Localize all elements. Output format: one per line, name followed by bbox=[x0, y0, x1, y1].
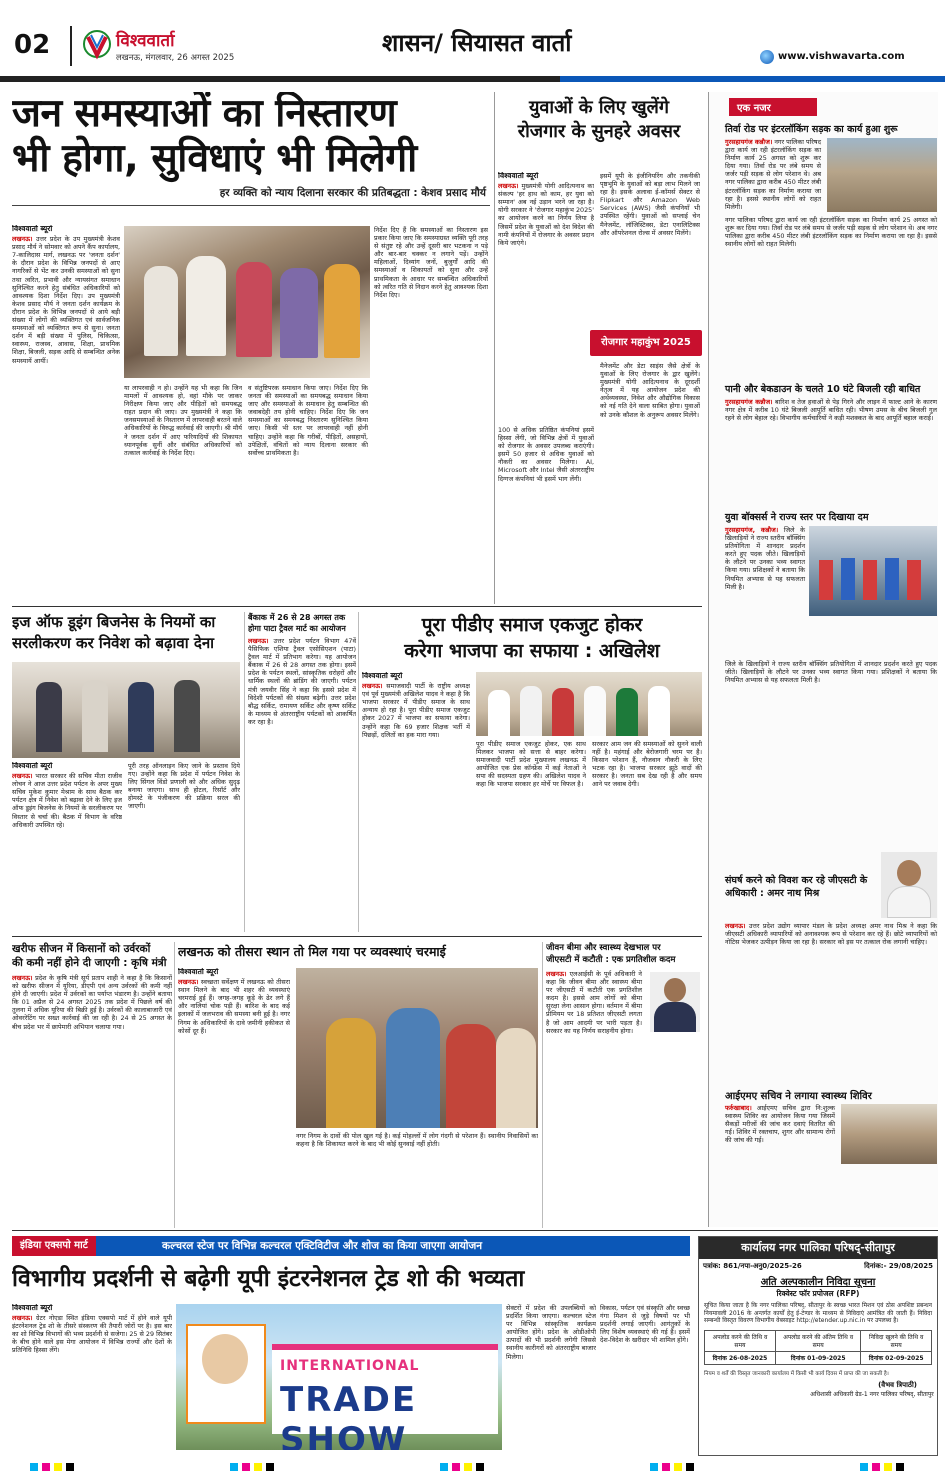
tender-signatory: (वैभव त्रिपाठी) bbox=[878, 1380, 917, 1389]
lead-photo bbox=[124, 226, 370, 378]
akhilesh-story-head bbox=[362, 612, 702, 668]
youth-story-head bbox=[498, 96, 700, 168]
insurance-headline-1: जीवन बीमा और स्वास्थ्य देखभाल पर bbox=[546, 943, 661, 953]
tender-office-title: कार्यालय नगर पालिका परिषद्-सीतापुर bbox=[699, 1237, 937, 1259]
ease-col1 bbox=[12, 762, 122, 932]
tender-td-2: दिनांक 02-09-2025 bbox=[861, 1351, 932, 1364]
tender-th-2: निविदा खुलने की तिथि व समय bbox=[861, 1330, 932, 1351]
billboard-line1: INTERNATIONAL bbox=[280, 1358, 420, 1374]
expo-text: ग्रेटर नोएडा स्थित इंडिया एक्सपो मार्ट में होने वाले यूपी इंटरनेशनल ट्रेड शो के तीसरे संस्करण की तैयारी जोरों पर है। इस बार का शो विभिन्न विभागों की भव्य प्रदर्शनी से सजेगा। 25 से 29 सितंबर के बीच होने वाले इस मेगा आयोजन में विभिन्न राज्यों और देशों के प्रतिनिधि हिस्सा लेंगे। bbox=[12, 1314, 172, 1355]
tourism-headline-1: बैंकाक में 26 से 28 अगस्त तक bbox=[248, 613, 346, 622]
youth-col4-text: मैनेजमेंट और डेटा साइंस जैसे क्षेत्रों के युवाओं के लिए रोजगार के द्वार खुलेंगे। मुख्यमंत्री योगी आदित्यनाथ के दूरदर्शी नेतृत्व में यह आयोजन प्रदेश की अर्थव्यवस्था, निवेश और औद्योगिक विकास को नई गति देने वाला साबित होगा। युवाओं को उनके कौशल के अनुरूप अवसर मिलेंगे। bbox=[600, 362, 700, 419]
youth-badge bbox=[590, 330, 702, 356]
sidebar-item1-text: गुरसहायगंज कन्नौज। नगर पालिका परिषद द्वारा कार्य जा रही इंटरलॉकिंग सड़क का निर्माण कार्य 25 अगस्त को शुरू कर दिया गया। तिर्वा रोड पर लंबे समय से जर्जर पड़ी सड़क से लोग परेशान थे। अब नगर पालिका द्वारा करीब 450 मीटर लंबी इंटरलॉकिंग सड़क का निर्माण कराया जा रहा है। इससे स्थानीय लोगों को राहत मिलेगी। bbox=[725, 138, 821, 211]
akhilesh-photo bbox=[476, 672, 702, 736]
insurance-headline-2: जीएसटी में कटौती : एक प्रगतिशील कदम bbox=[546, 955, 676, 965]
globe-icon bbox=[760, 50, 774, 64]
lead-col3-text: व संतुष्टिपरक समाधान किया जाए। निर्देश दिए कि जनता की समस्याओं का समयबद्ध समाधान किया जाए और समस्याओं के समाधान हेतु सम्बन्धित की जवाबदेही तय होनी चाहिए। निर्देश दिए कि जन समस्याओं का समयबद्ध निस्तारण सुनिश्चित किया जाए। किसी भी स्तर पर लापरवाही नहीं होनी चाहिए। उन्होंने कहा कि गरीबों, पीड़ितों, असहायों, उपेक्षितों, वंचितों को न्याय दिलाना सरकार की सर्वोच्च प्राथमिकता है। bbox=[248, 384, 368, 457]
expo-headline-box bbox=[12, 1260, 690, 1300]
sidebar-photo-camp bbox=[841, 1104, 937, 1164]
expo-kicker: कल्चरल स्टेज पर विभिन्न कल्चरल एक्टिविटीज और शोज का किया जाएगा आयोजन bbox=[162, 1240, 483, 1252]
akhilesh-col2-text: पूरा पीडीए समाज एकजुट होकर, एक साथ मिलकर भाजपा को सत्ता से बाहर करेगा। समाजवादी पार्टी प्रदेश मुख्यालय लखनऊ में आयोजित एक प्रेस कॉन्फ्रेंस में कई नेताओं ने सपा की सदस्यता ग्रहण की। अखिलेश यादव ने कहा कि भाजपा सरकार हर मोर्चे पर विफल है। bbox=[476, 740, 586, 789]
akhilesh-dateline: लखनऊ। bbox=[362, 682, 383, 691]
youth-col3 bbox=[498, 426, 594, 602]
lead-dateline: लखनऊ। bbox=[12, 235, 33, 244]
sidebar-photo-boxing bbox=[809, 526, 937, 616]
akhilesh-col3-text: सरकार आम जन की समस्याओं को सुनने वाली नहीं है। महंगाई और बेरोजगारी चरम पर है। किसान परेशान हैं, नौजवान नौकरी के लिए भटक रहा है। भाजपा सरकार झूठे वादों की सरकार है। जनता सब देख रही है और समय आने पर जवाब देगी। bbox=[592, 740, 702, 789]
sidebar-item3-title: युवा बॉक्सर्स ने राज्य स्तर पर दिखाया दम bbox=[725, 512, 869, 523]
youth-col4 bbox=[600, 362, 700, 602]
expo-photo bbox=[176, 1304, 502, 1450]
rule-mid-bottom bbox=[12, 936, 702, 937]
insurance-story bbox=[546, 942, 702, 1230]
tender-footnote: नियम व शर्तें की विस्तृत जानकारी कार्यालय में किसी भी कार्य दिवस में प्राप्त की जा सकती है। bbox=[704, 1370, 889, 1377]
ease-dateline: लखनऊ। bbox=[12, 772, 33, 781]
akhilesh-headline-2: करेगा भाजपा का सफाया : अखिलेश bbox=[404, 640, 660, 662]
akhilesh-col2 bbox=[476, 740, 586, 932]
sidebar-item2-text: गुरसहायगंज कन्नौज। बारिश व तेज हवाओं से पेड़ गिरने और लाइन में फाल्ट आने के कारण नगर क्षेत्र में करीब 10 घंटे बिजली आपूर्ति बाधित रही। भीषण उमस के बीच बिजली गुल रहने से लोग बेहाल रहे। विभागीय कर्मचारियों ने कड़ी मशक्कत के बाद आपूर्ति बहाल कराई। bbox=[725, 398, 937, 423]
tender-td-0: दिनांक 26-08-2025 bbox=[705, 1351, 776, 1364]
expo-text3: विकास, पर्यटन एवं संस्कृति और स्वच्छ गंगा मिशन से जुड़े विषयों पर भी प्रदर्शनी लगाई जाएगी। आगंतुकों के लिए विशेष व्यवस्थाएं की गई हैं। इसमें देश-विदेश के खरीदार भी शामिल होंगे। bbox=[600, 1304, 690, 1345]
fertilizer-headline-2: की कमी नहीं होने दी जाएगी : कृषि मंत्री bbox=[12, 957, 167, 969]
lead-headline-1: जन समस्याओं का निस्तारण bbox=[12, 92, 397, 136]
lead-col4 bbox=[374, 226, 488, 598]
tender-table bbox=[704, 1330, 932, 1365]
sidebar-photo-road bbox=[827, 138, 937, 212]
lucknow-col-bottom bbox=[296, 1132, 538, 1228]
lucknow-headline: लखनऊ को तीसरा स्थान तो मिल गया पर व्यवस्थाएं चरमाई bbox=[178, 944, 446, 959]
tender-th-1: अपलोड करने की अंतिम तिथि व समय bbox=[775, 1330, 860, 1351]
website-link[interactable]: www.vishwavarta.com bbox=[778, 51, 905, 62]
tourism-headline-2: होगा पाटा ट्रैवल मार्ट का आयोजन bbox=[248, 624, 346, 633]
section-title: शासन/ सियासत वार्ता bbox=[382, 29, 572, 57]
ease-story-head bbox=[12, 612, 242, 658]
sidebar-item1-title: तिर्वा रोड पर इंटरलॉकिंग सड़क का कार्य हुआ शुरू bbox=[725, 124, 898, 135]
ease-col2 bbox=[128, 762, 240, 932]
lead-subhead: हर व्यक्ति को न्याय दिलाना सरकार की प्रतिबद्धता : केशव प्रसाद मौर्य bbox=[219, 187, 486, 199]
page-number: 02 bbox=[14, 30, 51, 60]
youth-byline: विश्ववार्ता ब्यूरो bbox=[498, 172, 539, 180]
fertilizer-headline-1: खरीफ सीजन में किसानों को उर्वरकों bbox=[12, 943, 151, 955]
ease-col1-text: भारत सरकार की सचिव मीता राजीव लोचन ने आज उत्तर प्रदेश पर्यटन के अपर मुख्य सचिव मुकेश कुमार मेश्राम के साथ बैठक कर पर्यटन क्षेत्र में निवेश को बढ़ावा देने के लिए इज ऑफ डूइंग बिजनेस के नियमों के सरलीकरण पर विस्तार से चर्चा की। बैठक में विभाग के वरिष्ठ अधिकारी उपस्थित रहे। bbox=[12, 772, 122, 829]
youth-col1-text: मुख्यमंत्री योगी आदित्यनाथ का संकल्प 'हर हाथ को काम, हर युवा को सम्मान' अब नई उड़ान भरने जा रहा है। योगी सरकार ने 'रोजगार महाकुंभ 2025' का आयोजन करने का निर्णय लिया है जिसमें प्रदेश के युवाओं को देश विदेश की नामी कंपनियों में रोजगार के अवसर प्रदान किये जाएंगे। bbox=[498, 182, 594, 247]
lucknow-col1 bbox=[178, 968, 290, 1128]
akhilesh-col3 bbox=[592, 740, 702, 932]
youth-headline-1: युवाओं के लिए खुलेंगे bbox=[528, 97, 669, 118]
sidebar-item4-text: लखनऊ। उत्तर प्रदेश उद्योग व्यापार मंडल के प्रदेश अध्यक्ष अमर नाथ मिश्र ने कहा कि जीएसटी अधिकारी व्यापारियों को अनावश्यक रूप से परेशान कर रहे हैं। छोटे व्यापारियों को नोटिस भेजकर उत्पीड़न किया जा रहा है। सरकार को इस पर तत्काल रोक लगानी चाहिए। bbox=[725, 922, 937, 947]
ease-photo bbox=[12, 662, 240, 758]
tourism-dateline: लखनऊ। bbox=[248, 637, 269, 645]
ease-col2-text: पूरी तरह ऑनलाइन किए जाने के प्रस्ताव दिये गए। उन्होंने कहा कि प्रदेश में पर्यटन निवेश के लिए सिंगल विंडो प्रणाली को और अधिक सुदृढ़ बनाया जाएगा। साथ ही होटल, रिसॉर्ट और होमस्टे के पंजीकरण की प्रक्रिया सरल की जाएगी। bbox=[128, 762, 240, 811]
insurance-text: एलआईसी के पूर्व अधिकारी ने कहा कि जीवन बीमा और स्वास्थ्य बीमा पर जीएसटी में कटौती एक प्रगतिशील कदम है। इससे आम लोगों को बीमा सुरक्षा लेना आसान होगा। वर्तमान में बीमा प्रीमियम पर 18 प्रतिशत जीएसटी लगता है जो आम आदमी पर भारी पड़ता है। सरकार का यह निर्णय सराहनीय होगा। bbox=[546, 970, 642, 1035]
tender-notice-title: अति अल्पकालीन निविदा सूचना bbox=[760, 1277, 876, 1288]
insurance-dateline: लखनऊ। bbox=[546, 970, 567, 978]
expo-text2: सेक्टरों में प्रदेश की उपलब्धियों को प्रदर्शित किया जाएगा। कल्चरल स्टेज पर विभिन्न सांस्कृतिक कार्यक्रम आयोजित होंगे। प्रदेश के ओडीओपी उत्पादों की भी प्रदर्शनी लगेगी जिससे स्थानीय कारीगरों को अंतरराष्ट्रीय बाजार मिलेगा। bbox=[506, 1304, 596, 1361]
expo-dateline: लखनऊ। bbox=[12, 1314, 33, 1323]
lead-col4-text: निर्देश दिए हैं कि समस्याओं का निस्तारण इस प्रकार किया जाए कि समस्याग्रस्त व्यक्ति पूरी तरह से संतुष्ट रहे और उन्हें दूसरी बार भटकना न पड़े और बार-बार चक्कर न लगाने पड़ें। उन्होंने महिलाओं, दिव्यांग जनों, बुजुर्गों आदि की समस्याओं व शिकायतों को सुना और उन्हें प्राथमिकता के आधार पर सम्बन्धित अधिकारियों को त्वरित गति से निदान करने हेतु आवश्यक दिशा निर्देश दिए। bbox=[374, 226, 488, 299]
tender-notice bbox=[698, 1236, 938, 1456]
lucknow-text: स्वच्छता सर्वेक्षण में लखनऊ को तीसरा स्थान मिलने के बाद भी शहर की व्यवस्थाएं चरमराई हुई हैं। जगह-जगह कूड़े के ढेर लगे हैं और नालियां चोक पड़ी हैं। बारिश के बाद कई इलाकों में जलभराव की समस्या बनी हुई है। नगर निगम के अधिकारियों के दावे जमीनी हकीकत से कोसों दूर हैं। bbox=[178, 978, 290, 1035]
rule-lead-right bbox=[494, 92, 495, 604]
rule-lucknow-right bbox=[542, 942, 543, 1228]
youth-col2-text: इसमें यूपी के इंजीनियरिंग और तकनीकी पृष्ठभूमि के युवाओं को बड़ा लाभ मिलने जा रहा है। इसके अलावा ई-कॉमर्स सेक्टर से Flipkart और Amazon Web Services (AWS) जैसी कंपनियाँ भी उपस्थित रहेंगी। युवाओं को सप्लाई चेन मैनेजमेंट, लॉजिस्टिक्स, डेटा एनालिटिक्स और ऑपरेशनल रोल्स में अवसर मिलेंगे। bbox=[600, 172, 700, 237]
ease-headline-1: इज ऑफ डूइंग बिजनेस के नियमों का bbox=[12, 613, 216, 631]
dateline: लखनऊ, मंगलवार, 26 अगस्त 2025 bbox=[116, 53, 235, 63]
expo-band bbox=[12, 1236, 690, 1256]
lead-col2 bbox=[124, 384, 242, 599]
sidebar-item4-title: संघर्ष करने को विवश कर रहे जीएसटी के अधिकारी : अमर नाथ मिश्र bbox=[725, 875, 868, 899]
lead-col2-text: या लापरवाही न हो। उन्होंने यह भी कहा कि जिन मामलों में आवश्यक हो, वहां मौके पर जाकर निरीक्षण किया जाए और पीड़ितों को समयबद्ध राहत प्रदान की जाए। उप मुख्यमंत्री ने कहा कि जनसमस्याओं के निस्तारण में लापरवाही बरतने वाले अधिकारियों के विरुद्ध कार्रवाई की जाएगी। श्री मौर्य ने जनता दर्शन में आए फरियादियों की शिकायत ध्यानपूर्वक सुनीं और संबंधित अधिकारियों को तत्काल कार्रवाई के निर्देश दिए। bbox=[124, 384, 242, 457]
registration-strip bbox=[0, 1460, 945, 1474]
masthead bbox=[0, 0, 945, 88]
lead-col1-text: उत्तर प्रदेश के उप मुख्यमंत्री केशव प्रसाद मौर्य ने सोमवार को अपने कैंप कार्यालय, 7-कालिदास मार्ग, लखनऊ पर 'जनता दर्शन' के दौरान प्रदेश के विभिन्न जनपदों से आए नागरिकों से भेंट कर उनकी समस्याओं को सुना तथा त्वरित, प्रभावी और न्यायसंगत समाधान सुनिश्चित करने हेतु संबंधित अधिकारियों को आवश्यक दिशा निर्देश दिए। उप मुख्यमंत्री केशव प्रसाद मौर्य ने जनता दर्शन कार्यक्रम के दौरान प्रदेश के विभिन्न जनपदों से आये बड़ी संख्या में लोगों की व्यक्तिगत एवं सार्वजनिक समस्याओं को व्यक्तिगत रूप से सुना। जनता दर्शन में बड़ी संख्या में पुलिस, चिकित्सा, स्वास्थ्य, राजस्व, आवास, शिक्षा, प्राथमिक शिक्षा, बिजली, सड़क आदि से सम्बन्धित अनेक समस्यायें आयीं। bbox=[12, 235, 120, 365]
akhilesh-byline: विश्ववार्ता ब्यूरो bbox=[362, 672, 403, 680]
tender-td-1: दिनांक 01-09-2025 bbox=[775, 1351, 860, 1364]
rule-fert-right bbox=[174, 942, 175, 1228]
expo-col1 bbox=[12, 1304, 172, 1452]
youth-dateline: लखनऊ। bbox=[498, 182, 519, 191]
lead-col3 bbox=[248, 384, 368, 599]
rule-tourism-right bbox=[358, 612, 359, 932]
youth-badge-label: रोजगार महाकुंभ 2025 bbox=[601, 337, 691, 348]
fertilizer-text: प्रदेश के कृषि मंत्री सूर्य प्रताप शाही ने कहा है कि किसानों को खरीफ सीजन में यूरिया, डीएपी एवं अन्य उर्वरकों की कमी नहीं होने दी जाएगी। प्रदेश में उर्वरकों का पर्याप्त भंडारण है। उन्होंने बताया कि 01 अप्रैल से 24 अगस्त 2025 तक प्रदेश में पिछले वर्ष की तुलना में अधिक यूरिया की बिक्री हुई है। उर्वरकों की कालाबाजारी एवं ओवररेटिंग पर सख्त कार्रवाई की जा रही है। 24 से 25 अगस्त के बीच प्रदेश भर में छापेमारी अभियान चलाया गया। bbox=[12, 974, 172, 1031]
sidebar-item2-title: पानी और बेकडाउन के चलते 10 घंटे बिजली रही बाधित bbox=[725, 384, 921, 395]
ease-byline: विश्ववार्ता ब्यूरो bbox=[12, 762, 53, 770]
lucknow-dateline: लखनऊ। bbox=[178, 978, 199, 987]
expo-headline: विभागीय प्रदर्शनी से बढ़ेगी यूपी इंटरनेशनल ट्रेड शो की भव्यता bbox=[12, 1266, 525, 1292]
lead-headline-2: भी होगा, सुविधाएं भी मिलेगी bbox=[12, 136, 417, 181]
sidebar-item3-text: गुरसहायगंज, कन्नौज। जिले के खिलाड़ियों ने राज्य स्तरीय बॉक्सिंग प्रतियोगिता में शानदार प्रदर्शन करते हुए पदक जीते। खिलाड़ियों के लौटने पर उनका भव्य स्वागत किया गया। प्रशिक्षकों ने बताया कि नियमित अभ्यास से यह सफलता मिली है। bbox=[725, 526, 805, 591]
akhilesh-headline-1: पूरा पीडीए समाज एकजुट होकर bbox=[421, 614, 643, 636]
lucknow-photo bbox=[296, 968, 538, 1128]
sidebar-item5-title: आईएमए सचिव ने लगाया स्वास्थ्य शिविर bbox=[725, 1091, 872, 1102]
insurance-portrait bbox=[650, 972, 700, 1032]
paper-name: विश्ववार्ता bbox=[116, 31, 175, 51]
rule-footer-top bbox=[12, 1230, 938, 1231]
expo-byline: विश्ववार्ता ब्यूरो bbox=[12, 1304, 53, 1312]
sidebar-label: एक नजर bbox=[729, 98, 817, 116]
expo-col3 bbox=[600, 1304, 690, 1452]
sidebar-item1-text-cont: नगर पालिका परिषद द्वारा कार्य जा रही इंटरलॉकिंग सड़क का निर्माण कार्य 25 अगस्त को शुरू कर दिया गया। तिर्वा रोड पर लंबे समय से जर्जर पड़ी सड़क से लोग परेशान थे। अब नगर पालिका द्वारा करीब 450 मीटर लंबी इंटरलॉकिंग सड़क का निर्माण कराया जा रहा है। इससे स्थानीय लोगों को राहत मिलेगी। bbox=[725, 216, 937, 249]
youth-headline-2: रोजगार के सुनहरे अवसर bbox=[517, 121, 681, 142]
lucknow-byline: विश्ववार्ता ब्यूरो bbox=[178, 968, 219, 976]
expo-tag: इंडिया एक्सपो मार्ट bbox=[12, 1236, 96, 1256]
billboard-line2: TRADE SHOW bbox=[280, 1380, 418, 1450]
tender-date: दिनांक:- 29/08/2025 bbox=[864, 1262, 933, 1270]
tender-letter-no: पत्रांक: 861/नपा-अनु0/2025-26 bbox=[703, 1262, 802, 1270]
lucknow-text2: नगर निगम के दावों की पोल खुल गई है। कई मोहल्लों में लोग गंदगी से परेशान हैं। स्थानीय निवासियों का कहना है कि शिकायत करने के बाद भी कोई सुनवाई नहीं होती। bbox=[296, 1132, 538, 1149]
expo-col2 bbox=[506, 1304, 596, 1452]
tourism-text: उत्तर प्रदेश पर्यटन विभाग 47वें पैसिफिक एशिया ट्रैवल एसोसिएशन (पाटा) ट्रैवल मार्ट में प्रतिभाग करेगा। यह आयोजन बैंकाक में 26 से 28 अगस्त तक होगा। इसमें प्रदेश के पर्यटन स्थलों, सांस्कृतिक धरोहरों और धार्मिक स्थलों की ब्रांडिंग की जाएगी। पर्यटन मंत्री जयवीर सिंह ने कहा कि इससे प्रदेश में विदेशी पर्यटकों की संख्या बढ़ेगी। उत्तर प्रदेश बौद्ध सर्किट, रामायण सर्किट और कृष्ण सर्किट के माध्यम से अंतरराष्ट्रीय पर्यटकों को आकर्षित कर रहा है। bbox=[248, 637, 356, 726]
sidebar-item5-text: फर्रुखाबाद। आईएमए सचिव द्वारा नि:शुल्क स्वास्थ्य शिविर का आयोजन किया गया जिसमें सैकड़ों मरीजों की जांच कर दवाएं वितरित की गईं। शिविर में रक्तचाप, शुगर और सामान्य रोगों की जांच की गई। bbox=[725, 1104, 835, 1145]
rule-lead-bottom bbox=[12, 606, 702, 607]
rule-ease-right bbox=[244, 612, 245, 932]
akhilesh-col1-text: समाजवादी पार्टी के राष्ट्रीय अध्यक्ष एवं पूर्व मुख्यमंत्री अखिलेश यादव ने कहा है कि भाजपा सरकार में पीडीए समाज के साथ अन्याय हो रहा है। पूरा पीडीए समाज एकजुट होकर 2027 में भाजपा का सफाया करेगा। उन्होंने कहा कि 69 हजार शिक्षक भर्ती में पिछड़ों, दलितों का हक मारा गया। bbox=[362, 682, 470, 739]
ease-headline-2: सरलीकरण कर निवेश को बढ़ावा देना bbox=[12, 634, 215, 652]
color-strip bbox=[560, 76, 945, 82]
lead-col1 bbox=[12, 225, 120, 597]
fertilizer-story bbox=[12, 942, 172, 1230]
fertilizer-dateline: लखनऊ। bbox=[12, 974, 33, 982]
youth-col1 bbox=[498, 172, 594, 422]
akhilesh-col1 bbox=[362, 672, 470, 932]
tender-body: सूचित किया जाता है कि नगर पालिका परिषद्, सीतापुर के स्वच्छ भारत मिशन एवं ठोस अपशिष्ट प्रबन्धन नियमावली 2016 के अन्तर्गत कार्यों हेतु ई-टेण्डर के माध्यम से निविदाएं आमंत्रित की जाती हैं। निविदा सम्बन्धी विस्तृत विवरण विभागीय वेबसाइट http://etender.up.nic.in पर उपलब्ध है। bbox=[704, 1302, 932, 1325]
lucknow-story-head bbox=[178, 942, 538, 964]
tender-notice-subtitle: रिक्वेस्ट फॉर प्रपोजल (RFP) bbox=[776, 1289, 860, 1298]
sidebar-item3-text-cont: जिले के खिलाड़ियों ने राज्य स्तरीय बॉक्सिंग प्रतियोगिता में शानदार प्रदर्शन करते हुए पदक जीते। खिलाड़ियों के लौटने पर उनका भव्य स्वागत किया गया। प्रशिक्षकों ने बताया कि नियमित अभ्यास से यह सफलता मिली है। bbox=[725, 660, 937, 685]
sidebar-photo-portrait bbox=[881, 852, 937, 918]
sidebar bbox=[708, 92, 938, 1227]
logo-icon bbox=[82, 27, 112, 61]
youth-col3-text: 100 से अधिक प्रतिष्ठित कंपनियां इसमें हिस्सा लेंगी, जो विभिन्न क्षेत्रों में युवाओं को रोजगार के अवसर उपलब्ध कराएंगी। इसमें 50 हजार से अधिक युवाओं को नौकरी का अवसर मिलेगा। AI, Microsoft और Intel जैसी अंतरराष्ट्रीय दिग्गज कंपनियां भी इसमें भाग लेंगी। bbox=[498, 426, 594, 483]
tender-signatory-role: अधिशासी अधिकारी ग्रेड-1 नगर पालिका परिषद्, सीतापुर bbox=[810, 1390, 934, 1398]
tender-th-0: अपलोड करने की तिथि व समय bbox=[705, 1330, 776, 1351]
lead-byline: विश्ववार्ता ब्यूरो bbox=[12, 225, 53, 233]
tourism-mart bbox=[248, 612, 356, 932]
